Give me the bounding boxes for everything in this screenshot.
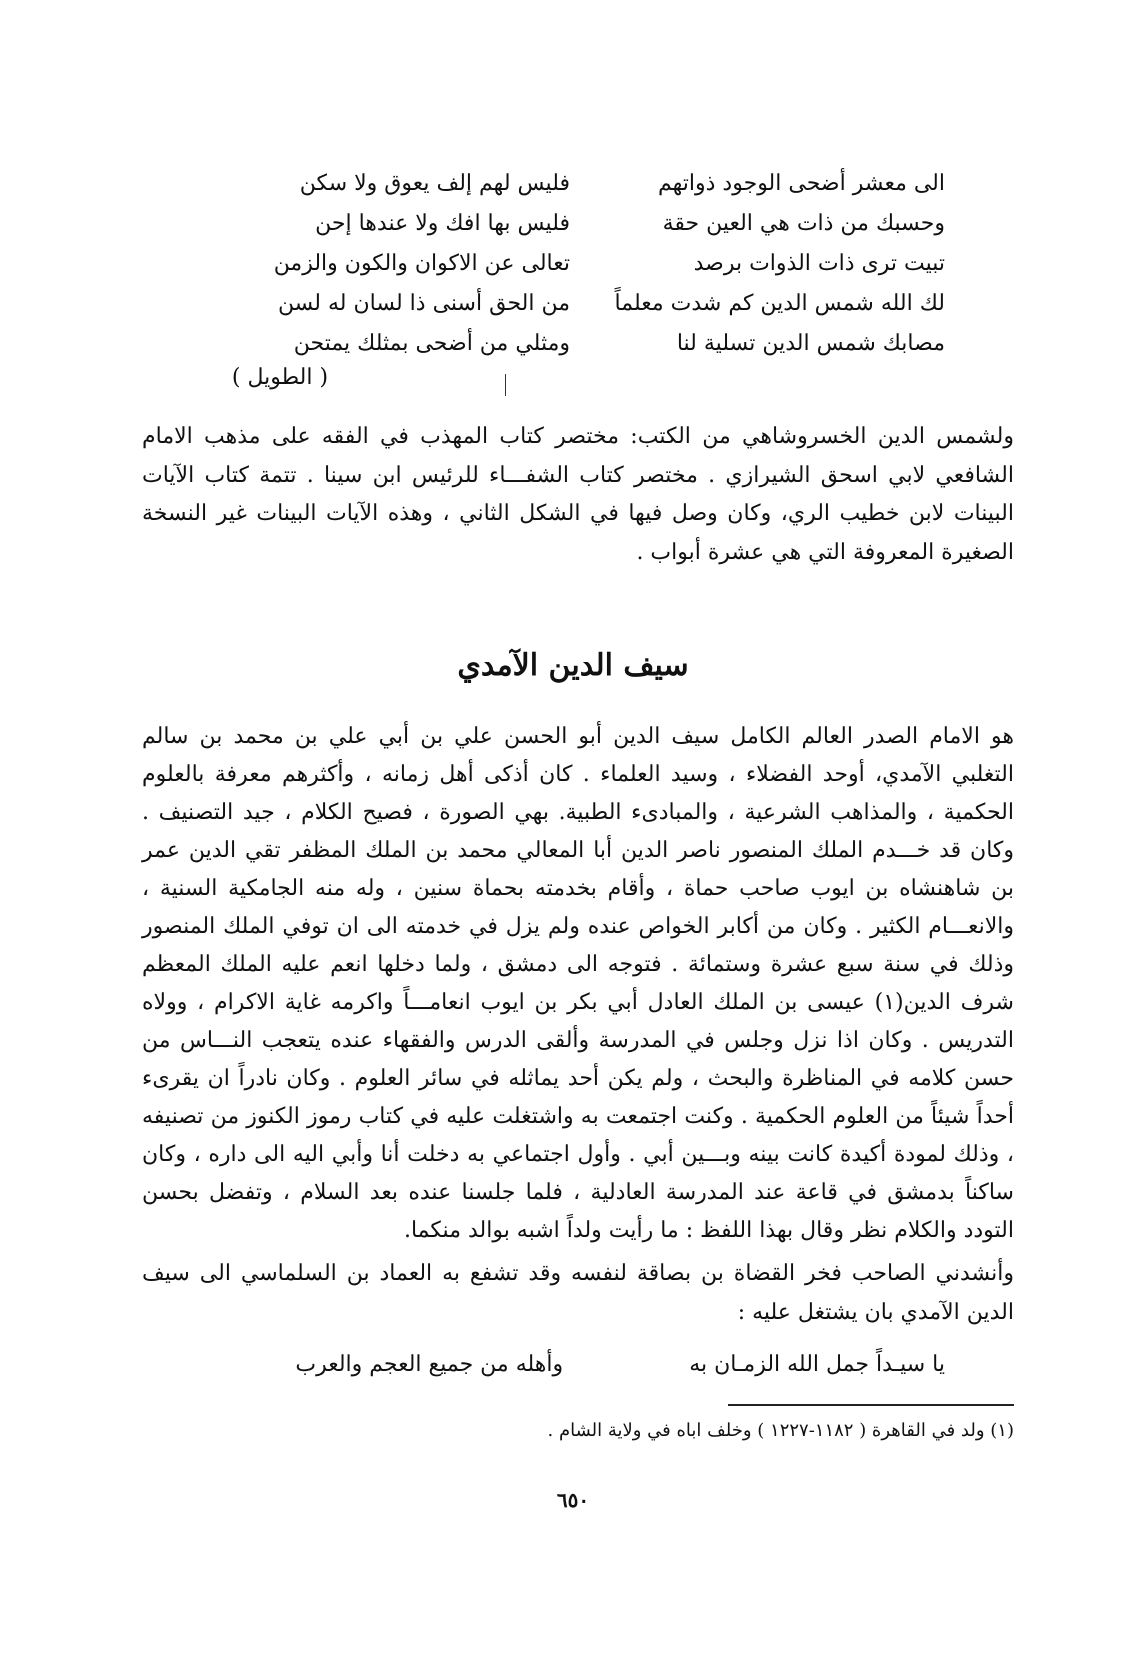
poem-bottom (240, 1345, 945, 1385)
poem-second-hemistich: من الحق أسنى ذا لسان له لسن (277, 291, 570, 316)
poem-meter-label: ( الطويل ) (231, 365, 329, 390)
poem-second-hemistich: ومثلي من أضحى بمثلك يمتحن (293, 331, 570, 356)
poem-verse (240, 1345, 945, 1385)
poem-top (240, 164, 945, 364)
poem-verse (240, 164, 945, 204)
poem-second-hemistich: فليس لهم إلف يعوق ولا سكن (299, 171, 570, 196)
poem-first-hemistich: مصابك شمس الدين تسلية لنا (676, 331, 945, 356)
poem-first-hemistich: وحسبك من ذات هي العين حقة (662, 211, 945, 236)
poem-second-hemistich: فليس بها افك ولا عندها إحن (315, 211, 570, 236)
poem-second-hemistich: وأهله من جميع العجم والعرب (295, 1352, 564, 1377)
poem-first-hemistich: يا سيـداً جمل الله الزمـان به (689, 1352, 945, 1377)
poem-verse (240, 204, 945, 244)
paragraph-biography: هو الامام الصدر العالم الكامل سيف الدين أبو الحسن علي بن أبي علي بن محمد بن سالم التغلبي الآمدي، أوحد الفضلاء ، وسيد العلماء . كان أذكى أهل زمانه ، وأكثرهم معرفة بالعلوم الحكمية ، والمذاهب الشرعية ، والمبادىء الطبية. بهي الصورة ، فصيح الكلام ، جيد التصنيف . وكان قد خـــدم الملك المنصور ناصر الدين أبا المعالي محمد بن الملك المظفر تقي الدين عمر بن شاهنشاه بن ايوب صاحب حماة ، وأقام بخدمته بحماة سنين ، وله منه الجامكية السنية ، والانعـــام الكثير . وكان من أكابر الخواص عنده ولم يزل في خدمته الى ان توفي الملك المنصور وذلك في سنة سبع عشرة وستمائة . فتوجه الى دمشق ، ولما دخلها انعم عليه الملك المعظم شرف الدين(١) عيسى بن الملك العادل أبي بكر بن ايوب انعامـــاً واكرمه غاية الاكرام ، وولاه التدريس . وكان اذا نزل وجلس في المدرسة وألقى الدرس والفقهاء عنده يتعجب النـــاس من حسن كلامه في المناظرة والبحث ، ولم يكن أحد يماثله في سائر العلوم . وكان نادراً ان يقرىء أحداً شيئاً من العلوم الحكمية . وكنت اجتمعت به واشتغلت عليه في كتاب رموز الكنوز من تصنيفه ، وذلك لمودة أكيدة كانت بينه وبـــين أبي . وأول اجتماعي به دخلت أنا وأبي اليه الى داره ، وكان ساكناً بدمشق في قاعة عند المدرسة العادلية ، فلما جلسنا عنده بعد السلام ، وتفضل بحسن التودد والكلام نظر وقال بهذا اللفظ : ما رأيت ولداً اشبه بوالد منكما. (142, 724, 1014, 1243)
page-number: ٦٥٠ (556, 1488, 590, 1512)
footnote-divider (728, 1404, 1014, 1406)
poem-first-hemistich: الى معشر أضحى الوجود ذواتهم (658, 171, 945, 196)
poem-second-hemistich: تعالى عن الاكوان والكون والزمن (273, 251, 570, 276)
section-heading: سيف الدين الآمدي (457, 648, 689, 683)
poem-first-hemistich: تبيت ترى ذات الذوات برصد (693, 251, 945, 276)
poem-verse (240, 284, 945, 324)
paragraph-books: ولشمس الدين الخسروشاهي من الكتب: مختصر كتاب المهذب في الفقه على مذهب الامام الشافعي لابي اسحق الشيرازي . مختصر كتاب الشفـــاء للرئيس ابن سينا . تتمة كتاب الآيات البينات لابن خطيب الري، وكان وصل فيها في الشكل الثاني ، وهذه الآيات البينات غير النسخة الصغيرة المعروفة التي هي عشرة أبواب . (142, 424, 1014, 565)
footnote: (١) ولد في القاهرة ( ١١٨٢-١٢٢٧ ) وخلف اباه في ولاية الشام . (547, 1420, 1014, 1441)
poem-first-hemistich: لك الله شمس الدين كم شدت معلماً (614, 291, 945, 316)
poem-verse (240, 324, 945, 364)
scan-mark (505, 374, 506, 396)
paragraph-poem-intro: وأنشدني الصاحب فخر القضاة بن بصاقة لنفسه وقد تشفع به العماد بن السلماسي الى سيف الدين الآمدي بان يشتغل عليه : (142, 1261, 1014, 1325)
poem-verse (240, 244, 945, 284)
